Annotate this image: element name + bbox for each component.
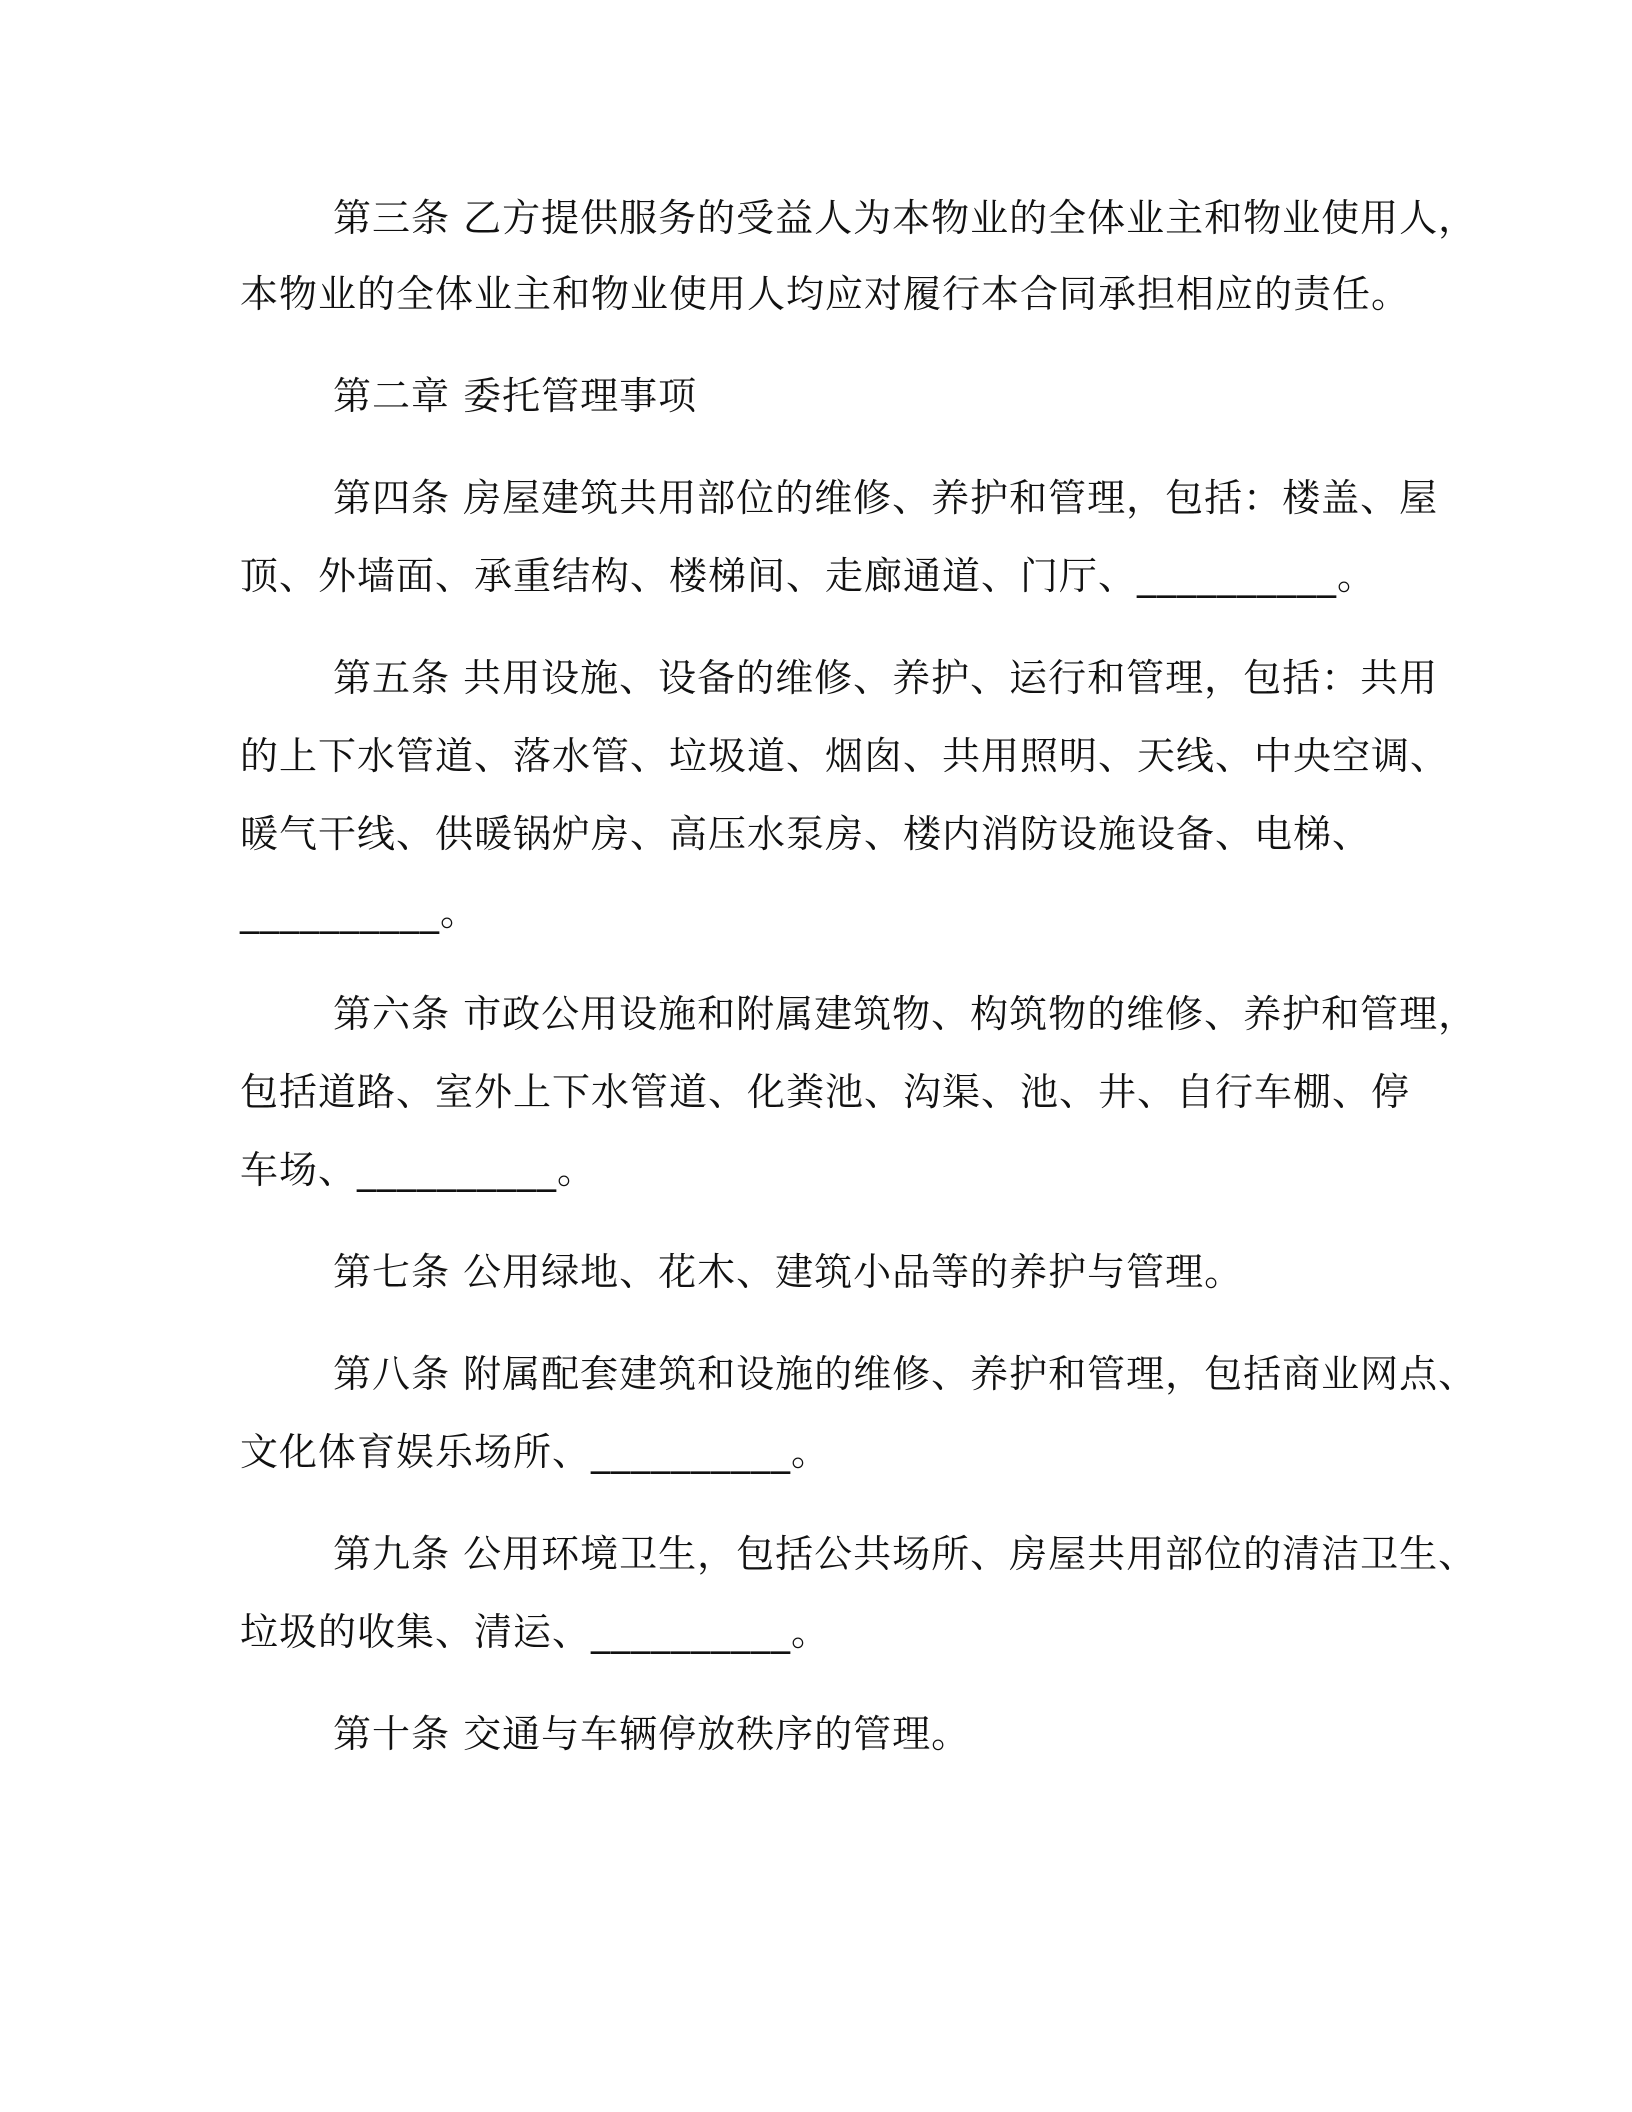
chapter-2-heading: 第二章 委托管理事项	[333, 374, 698, 418]
article-3-line-1: 第三条 乙方提供服务的受益人为本物业的全体业主和物业使用人，	[333, 196, 1478, 240]
article-5-line-1: 第五条 共用设施、设备的维修、养护、运行和管理，包括：共用	[333, 656, 1439, 700]
article-8-line-2: 文化体育娱乐场所、__________。	[240, 1430, 831, 1474]
article-5-line-2: 的上下水管道、落水管、垃圾道、烟囱、共用照明、天线、中央空调、	[240, 734, 1450, 778]
article-6-line-3: 车场、__________。	[240, 1148, 597, 1192]
article-5-line-4: __________。	[240, 890, 480, 934]
article-5-line-3: 暖气干线、供暖锅炉房、高压水泵房、楼内消防设施设备、电梯、	[240, 812, 1372, 856]
article-3-line-2: 本物业的全体业主和物业使用人均应对履行本合同承担相应的责任。	[240, 272, 1411, 316]
article-10-line-1: 第十条 交通与车辆停放秩序的管理。	[333, 1712, 971, 1756]
article-4-line-2: 顶、外墙面、承重结构、楼梯间、走廊通道、门厅、__________。	[240, 554, 1377, 598]
article-8-line-1: 第八条 附属配套建筑和设施的维修、养护和管理，包括商业网点、	[333, 1352, 1478, 1396]
article-4-line-1: 第四条 房屋建筑共用部位的维修、养护和管理，包括：楼盖、屋	[333, 476, 1439, 520]
article-9-line-2: 垃圾的收集、清运、__________。	[240, 1610, 831, 1654]
article-9-line-1: 第九条 公用环境卫生，包括公共场所、房屋共用部位的清洁卫生、	[333, 1532, 1478, 1576]
article-6-line-2: 包括道路、室外上下水管道、化粪池、沟渠、池、井、自行车棚、停	[240, 1070, 1411, 1114]
article-7-line-1: 第七条 公用绿地、花木、建筑小品等的养护与管理。	[333, 1250, 1244, 1294]
article-6-line-1: 第六条 市政公用设施和附属建筑物、构筑物的维修、养护和管理，	[333, 992, 1478, 1036]
